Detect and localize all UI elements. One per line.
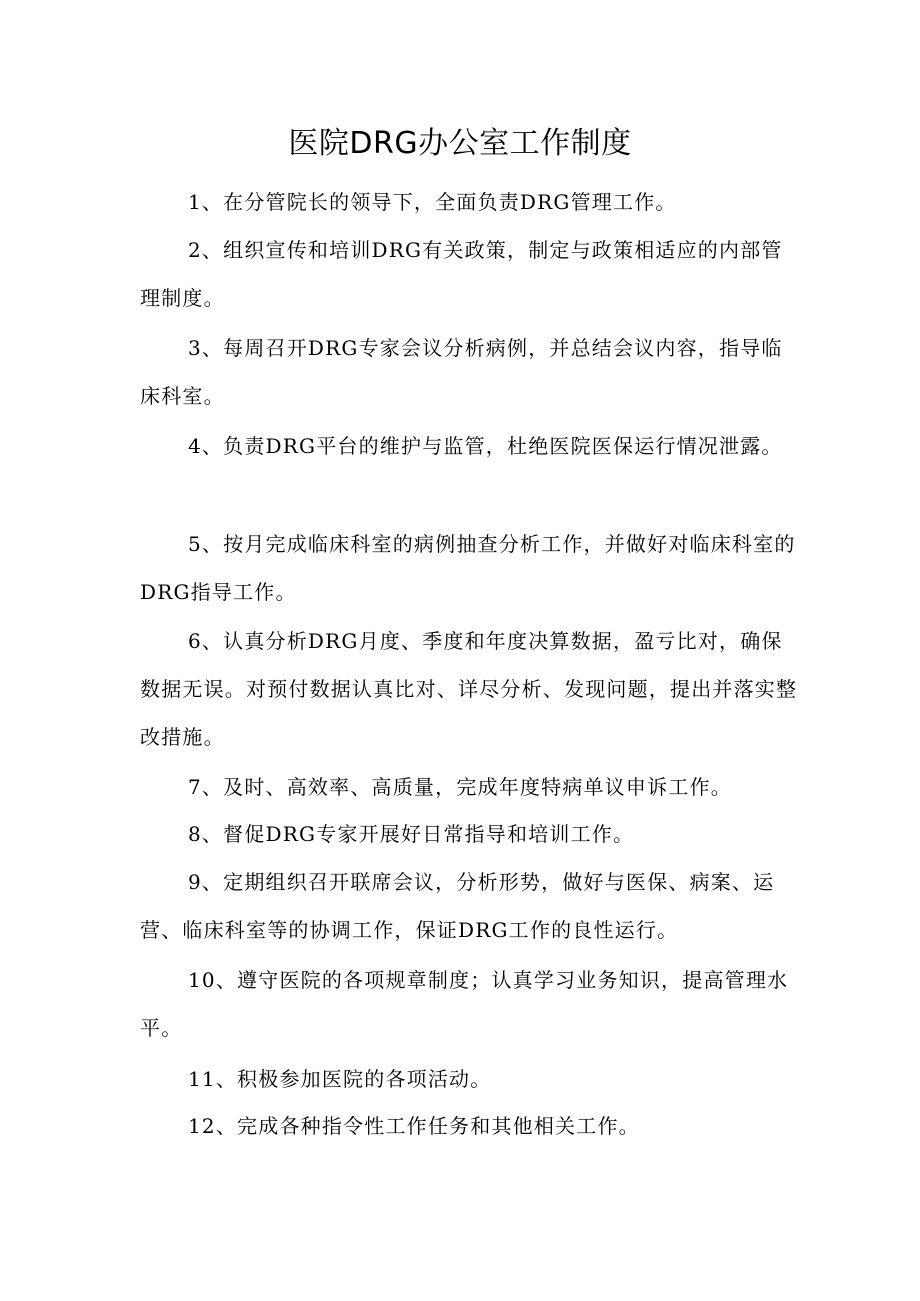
paragraph-4: 4、负责DRG平台的维护与监管，杜绝医院医保运行情况泄露。	[188, 434, 783, 458]
paragraph-1: 1、在分管院长的领导下，全面负责DRG管理工作。	[188, 190, 677, 214]
paragraph-3: 3、每周召开DRG专家会议分析病例，并总结会议内容，指导临床科室。	[140, 336, 783, 408]
paragraph-12: 12、完成各种指令性工作任务和其他相关工作。	[188, 1114, 640, 1138]
paragraph-2: 2、组织宣传和培训DRG有关政策，制定与政策相适应的内部管理制度。	[140, 238, 783, 310]
document-title: 医院DRG办公室工作制度	[288, 126, 632, 161]
paragraph-5: 5、按月完成临床科室的病例抽查分析工作，并做好对临床科室的DRG指导工作。	[140, 532, 796, 604]
paragraph-6: 6、认真分析DRG月度、季度和年度决算数据，盈亏比对，确保数据无误。对预付数据认真比对、详尽分析、发现问题，提出并落实整改措施。	[140, 629, 798, 749]
paragraph-8: 8、督促DRG专家开展好日常指导和培训工作。	[188, 822, 635, 846]
paragraph-7: 7、及时、高效率、高质量，完成年度特病单议申诉工作。	[188, 775, 732, 799]
paragraph-10: 10、遵守医院的各项规章制度；认真学习业务知识，提高管理水平。	[140, 968, 789, 1040]
paragraph-11: 11、积极参加医院的各项活动。	[188, 1067, 492, 1091]
paragraph-9: 9、定期组织召开联席会议，分析形势，做好与医保、病案、运营、临床科室等的协调工作，保证DRG工作的良性运行。	[140, 870, 775, 942]
